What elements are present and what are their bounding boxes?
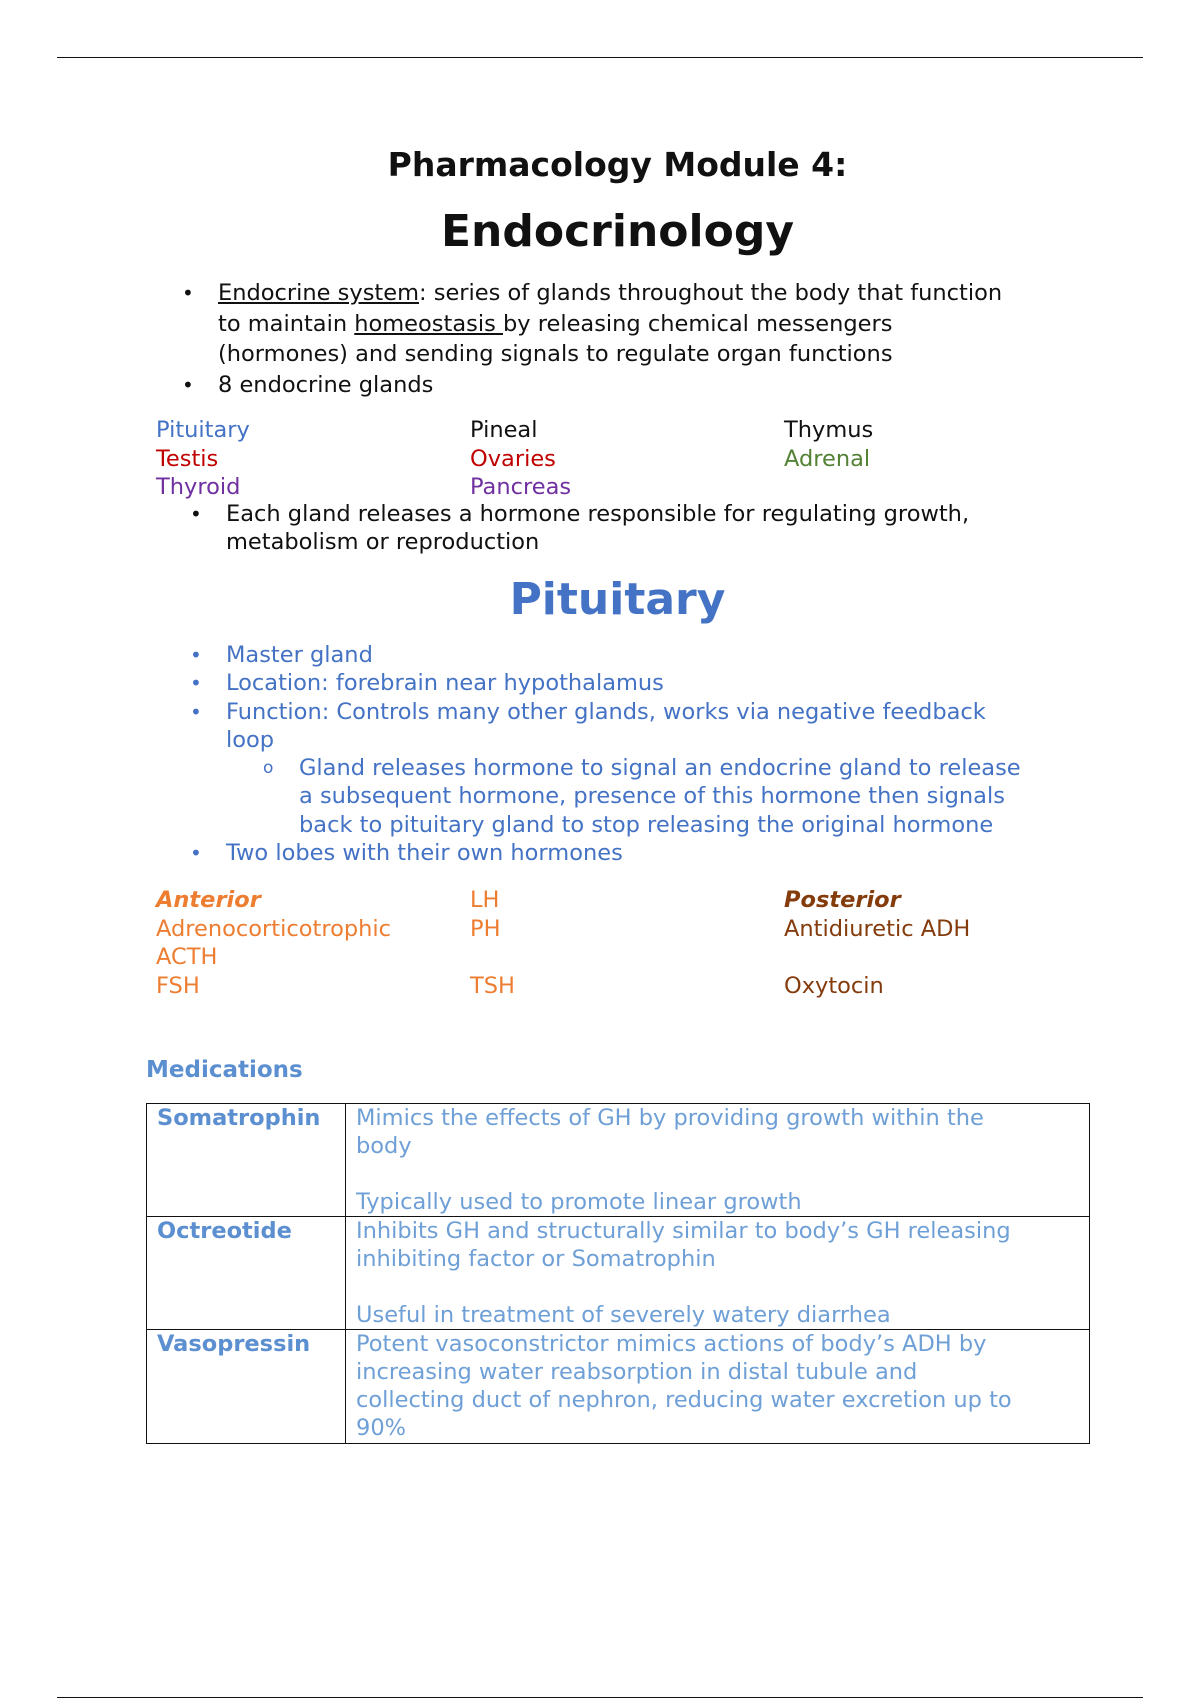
list-item: • Master gland — [190, 642, 373, 668]
gland-pituitary: Pituitary — [156, 417, 250, 443]
table-row — [147, 1330, 1090, 1444]
drug-description: Mimics the effects of GH by providing growth within the body Typically used to promote linear growth — [346, 1104, 1090, 1217]
list-item: • Location: forebrain near hypothalamus — [190, 670, 664, 697]
bottom-rule — [57, 1697, 1143, 1698]
list-item: • Endocrine system: series of glands throughout the body that function to maintain homeostasis by releasing chemical messengers (hormones) and sending signals to regulate organ functions — [182, 280, 1003, 367]
list-item: • Each gland releases a hormone responsible for regulating growth, metabolism or reproduction — [190, 501, 970, 555]
gland-thymus: Thymus — [784, 417, 874, 443]
top-rule — [57, 57, 1143, 58]
bullet-icon: • — [182, 281, 194, 305]
list-item: • 8 endocrine glands — [182, 370, 1082, 401]
sub-list-item: o Gland releases hormone to signal an endocrine gland to release a subsequent hormone, presence of this hormone then signals back to pituitary gland to stop releasing the original hormone — [263, 755, 1021, 838]
list-item: • Two lobes with their own hormones — [190, 840, 623, 867]
medications-heading: Medications — [146, 1057, 303, 1083]
anterior-hormone: Adrenocorticotrophic — [156, 915, 392, 942]
drug-name: Vasopressin — [147, 1330, 346, 1444]
anterior-hormone: LH — [470, 887, 500, 913]
drug-description: Inhibits GH and structurally similar to body’s GH releasing inhibiting factor or Somatrophin Useful in treatment of severely watery diarrhea — [346, 1217, 1090, 1330]
glands-note — [190, 500, 1090, 556]
sub-bullet-icon: o — [263, 758, 274, 779]
medications-table — [146, 1103, 1090, 1444]
gland-testis: Testis — [156, 445, 219, 472]
gland-adrenal: Adrenal — [784, 445, 871, 472]
pituitary-bullets — [190, 641, 1090, 867]
posterior-hormone: Antidiuretic ADH — [784, 915, 971, 942]
list-item: • Function: Controls many other glands, works via negative feedback loop — [190, 698, 986, 753]
glands-grid — [156, 416, 1056, 506]
bullet-icon: • — [190, 502, 202, 526]
section-heading-pituitary: Pituitary — [509, 574, 726, 625]
drug-name: Octreotide — [147, 1217, 346, 1330]
lobes-grid — [156, 886, 1056, 1006]
anterior-hormone: FSH — [156, 972, 200, 999]
anterior-hormone: ACTH — [156, 944, 218, 970]
intro-bullets — [182, 278, 1082, 400]
table-row — [147, 1104, 1090, 1217]
bullet-icon: • — [190, 699, 202, 724]
posterior-label: Posterior — [784, 887, 901, 913]
gland-pineal: Pineal — [470, 417, 538, 443]
drug-name: Somatrophin — [147, 1104, 346, 1217]
gland-pancreas: Pancreas — [470, 474, 572, 500]
bullet-icon: • — [190, 841, 202, 866]
bullet-icon: • — [190, 643, 202, 667]
anterior-hormone: PH — [470, 915, 501, 942]
anterior-hormone: TSH — [470, 972, 515, 999]
title-module: Pharmacology Module 4: — [387, 145, 848, 184]
drug-description: Potent vasoconstrictor mimics actions of body’s ADH by increasing water reabsorption in distal tubule and collecting duct of nephron, reducing water excretion up to 90% — [346, 1330, 1090, 1444]
bullet-icon: • — [190, 671, 202, 696]
gland-thyroid: Thyroid — [156, 474, 241, 500]
gland-ovaries: Ovaries — [470, 445, 556, 472]
title-topic: Endocrinology — [440, 206, 794, 257]
bullet-icon: • — [182, 372, 194, 397]
posterior-hormone: Oxytocin — [784, 972, 884, 999]
table-row — [147, 1217, 1090, 1330]
anterior-label: Anterior — [156, 887, 261, 913]
